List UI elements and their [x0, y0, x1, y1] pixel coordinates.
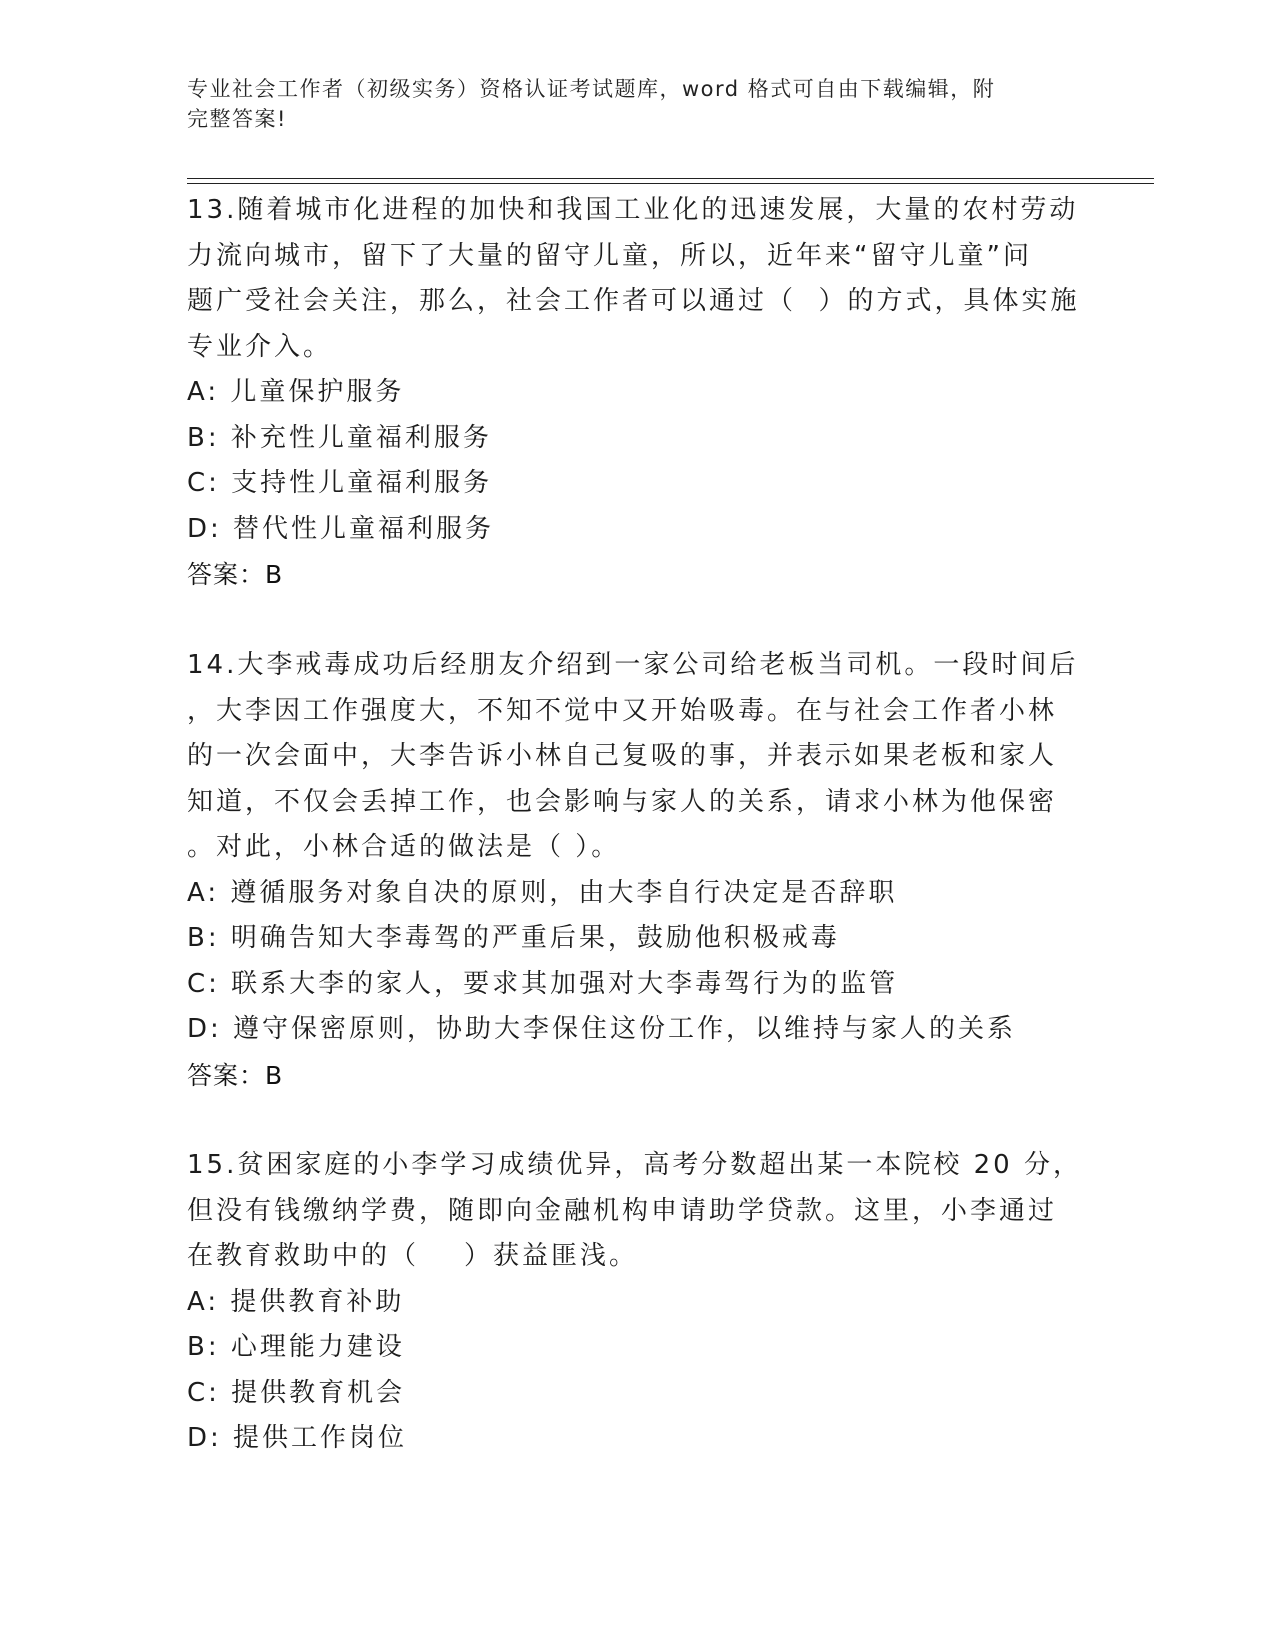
question-stem-line: 在教育救助中的（ ）获益匪浅。 — [187, 1241, 639, 1271]
option-d: D: 提供工作岗位 — [187, 1423, 408, 1453]
question-13 — [187, 188, 1087, 598]
question-stem-line: 的一次会面中，大李告诉小林自己复吸的事，并表示如果老板和家人 — [187, 741, 1058, 771]
option-a: A: 提供教育补助 — [187, 1286, 405, 1317]
question-stem-line: 13.随着城市化进程的加快和我国工业化的迅速发展，大量的农村劳动 — [187, 195, 1079, 225]
option-c: C: 联系大李的家人，要求其加强对大李毒驾行为的监管 — [187, 968, 899, 999]
question-stem-line: 15.贫困家庭的小李学习成绩优异，高考分数超出某一本院校 20 分， — [187, 1150, 1082, 1180]
question-stem-line: 。对此，小林合适的做法是（ ）。 — [187, 832, 621, 862]
question-stem-line: ，大李因工作强度大，不知不觉中又开始吸毒。在与社会工作者小林 — [187, 695, 1058, 726]
question-stem-line: 但没有钱缴纳学费，随即向金融机构申请助学贷款。这里，小李通过 — [187, 1195, 1058, 1226]
question-14 — [187, 643, 1087, 1098]
header-line-2: 完整答案! — [187, 107, 287, 131]
option-c: C: 支持性儿童福利服务 — [187, 468, 493, 498]
question-stem-line: 14.大李戒毒成功后经朋友介绍到一家公司给老板当司机。一段时间后 — [187, 650, 1079, 680]
question-stem-line: 知道，不仅会丢掉工作，也会影响与家人的关系，请求小林为他保密 — [187, 786, 1058, 817]
header-divider-bottom — [187, 183, 1154, 184]
option-d: D: 替代性儿童福利服务 — [187, 513, 495, 544]
option-c: C: 提供教育机会 — [187, 1377, 406, 1408]
header-divider-top — [187, 178, 1154, 179]
answer-line: 答案：B — [187, 560, 284, 589]
answer-line: 答案：B — [187, 1060, 284, 1090]
question-stem-line: 题广受社会关注，那么，社会工作者可以通过（ ）的方式，具体实施 — [187, 286, 1080, 316]
option-b: B: 明确告知大李毒驾的严重后果，鼓励他积极戒毒 — [187, 923, 840, 953]
question-stem-line: 专业介入。 — [187, 331, 333, 362]
option-b: B: 补充性儿童福利服务 — [187, 422, 492, 453]
question-stem-line: 力流向城市，留下了大量的留守儿童，所以，近年来“留守儿童”问 — [187, 240, 1032, 271]
page-header — [187, 74, 1067, 134]
option-b: B: 心理能力建设 — [187, 1332, 405, 1362]
option-a: A: 儿童保护服务 — [187, 377, 405, 407]
header-line-1: 专业社会工作者（初级实务）资格认证考试题库，word 格式可自由下载编辑，附 — [187, 77, 996, 101]
option-d: D: 遵守保密原则，协助大李保住这份工作，以维持与家人的关系 — [187, 1014, 1017, 1044]
option-a: A: 遵循服务对象自决的原则，由大李自行决定是否辞职 — [187, 877, 898, 908]
question-15 — [187, 1143, 1087, 1462]
